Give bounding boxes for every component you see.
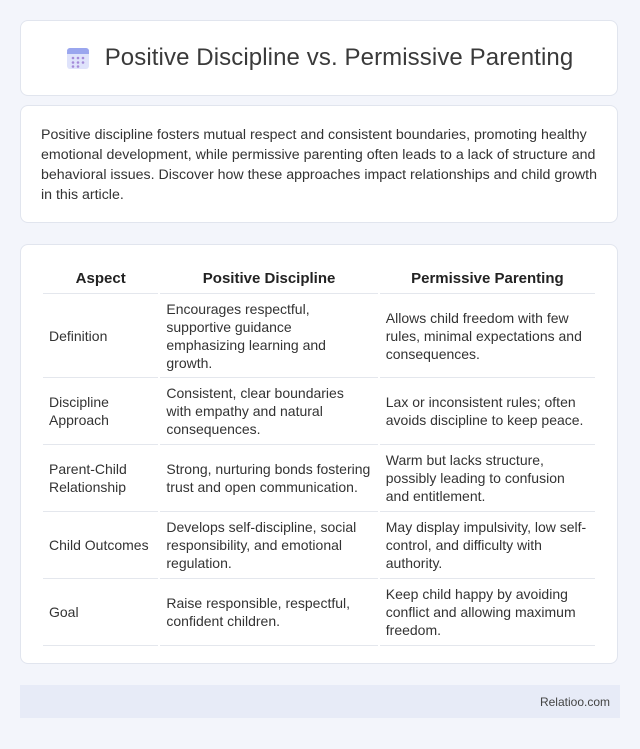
positive-cell: Raise responsible, respectful, confident children. xyxy=(160,578,377,646)
positive-cell: Develops self-discipline, social responsibility, and emotional regulation. xyxy=(160,511,377,578)
calendar-icon xyxy=(65,45,91,71)
table-row xyxy=(43,444,595,511)
positive-cell: Strong, nurturing bonds fostering trust and open communication. xyxy=(160,444,377,511)
title-card xyxy=(20,20,618,96)
positive-cell: Consistent, clear boundaries with empathy and natural consequences. xyxy=(160,377,377,444)
permissive-cell: Warm but lacks structure, possibly leading to confusion and entitlement. xyxy=(380,444,595,511)
permissive-cell: Keep child happy by avoiding conflict and allowing maximum freedom. xyxy=(380,578,595,646)
comparison-card xyxy=(20,244,618,664)
table-row xyxy=(43,578,595,646)
table-row xyxy=(43,511,595,578)
permissive-cell: May display impulsivity, low self-control, and difficulty with authority. xyxy=(380,511,595,578)
positive-cell: Encourages respectful, supportive guidance emphasizing learning and growth. xyxy=(160,293,377,377)
table-row xyxy=(43,377,595,444)
comparison-table xyxy=(41,265,597,646)
aspect-cell: Definition xyxy=(43,293,158,377)
aspect-cell: Goal xyxy=(43,578,158,646)
intro-text: Positive discipline fosters mutual respect and consistent boundaries, promoting healthy emotional development, while permissive parenting often leads to a lack of structure and behavioral issues. Discover how these approaches impact relationships and child growth in this article. xyxy=(41,127,597,203)
intro-card xyxy=(20,105,618,223)
table-row xyxy=(43,293,595,377)
page-title: Positive Discipline vs. Permissive Parenting xyxy=(104,44,574,71)
footer-brand[interactable]: Relatioo.com xyxy=(539,694,610,709)
column-header-aspect: Aspect xyxy=(75,269,126,287)
column-header-permissive: Permissive Parenting xyxy=(411,269,564,287)
aspect-cell: Parent-Child Relationship xyxy=(43,444,158,511)
column-header-positive: Positive Discipline xyxy=(202,269,336,287)
permissive-cell: Allows child freedom with few rules, minimal expectations and consequences. xyxy=(380,293,595,377)
aspect-cell: Child Outcomes xyxy=(43,511,158,578)
footer xyxy=(20,685,620,718)
aspect-cell: Discipline Approach xyxy=(43,377,158,444)
permissive-cell: Lax or inconsistent rules; often avoids discipline to keep peace. xyxy=(380,377,595,444)
